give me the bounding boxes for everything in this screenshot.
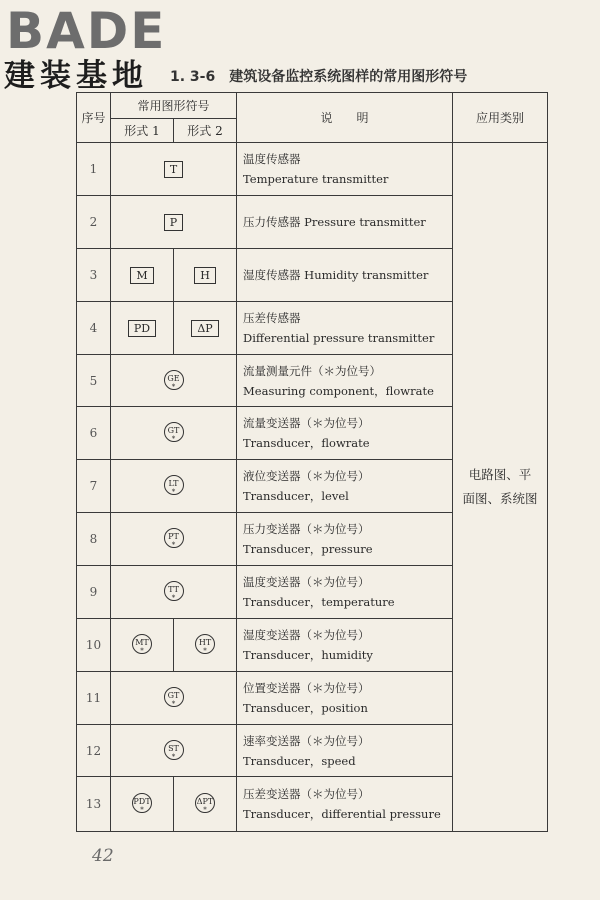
symbol-cell [111, 407, 237, 460]
symbol-code: ST [168, 743, 179, 753]
tag-star: * [171, 488, 176, 496]
description-cell [237, 143, 453, 196]
symbol-form2-cell [174, 249, 237, 302]
description-cell [237, 407, 453, 460]
description-line: Measuring component，flowrate [243, 383, 434, 398]
circle-symbol [195, 634, 215, 654]
description-line: Transducer，pressure [243, 542, 373, 556]
boxed-symbol: H [194, 267, 216, 284]
description-line: 流量变送器（＊为位号） [243, 416, 370, 430]
category-line: 面图、系统图 [462, 491, 538, 506]
circle-symbol [164, 581, 184, 601]
table-row [77, 143, 548, 196]
tag-star: * [203, 647, 207, 655]
symbol-code: GE [167, 373, 180, 383]
header-category: 应用类别 [453, 93, 548, 143]
description-line: 压差变送器（＊为位号） [243, 787, 370, 801]
circle-symbol [164, 528, 184, 548]
description-line: 速率变送器（＊为位号） [243, 733, 370, 748]
logo-wordmark: BADE [6, 2, 167, 60]
description-line: 湿度传感器 Humidity transmitter [243, 268, 429, 282]
row-number: 3 [77, 249, 111, 302]
description-line: Temperature transmitter [243, 172, 389, 186]
row-number: 10 [77, 619, 111, 672]
row-number: 5 [77, 355, 111, 407]
circle-symbol [132, 793, 152, 813]
row-number: 7 [77, 460, 111, 513]
table-caption [170, 66, 467, 86]
circle-symbol [164, 370, 184, 390]
category-line: 电路图、平 [468, 467, 532, 482]
boxed-symbol: PD [128, 320, 156, 337]
circle-symbol [164, 475, 184, 495]
description-line: 温度变送器（＊为位号） [243, 575, 370, 589]
tag-star: * [171, 700, 176, 708]
description-line: 压力传感器 Pressure transmitter [243, 215, 426, 229]
description-cell [237, 777, 453, 832]
category-cell [453, 143, 548, 832]
symbol-form2-cell [174, 777, 237, 832]
symbol-code: PDT [133, 797, 151, 806]
description-cell [237, 672, 453, 725]
description-line: 压力变送器（＊为位号） [243, 522, 370, 536]
description-cell [237, 619, 453, 672]
symbol-code: GT [167, 691, 180, 700]
row-number: 4 [77, 302, 111, 355]
symbol-cell [111, 460, 237, 513]
circle-symbol [164, 422, 184, 442]
description-line: 位置变送器（＊为位号） [243, 681, 370, 695]
symbol-code: GT [167, 426, 180, 435]
description-line: Transducer，level [243, 489, 349, 503]
row-number: 2 [77, 196, 111, 249]
description-line: Transducer，position [243, 701, 368, 715]
symbol-cell [111, 196, 237, 249]
description-line: Transducer，flowrate [243, 436, 370, 450]
description-line: Transducer，speed [243, 753, 356, 768]
page-number: 42 [92, 846, 114, 866]
row-number: 9 [77, 566, 111, 619]
description-line: Transducer，differential pressure [243, 807, 441, 821]
description-line: 液位变送器（＊为位号） [243, 469, 370, 483]
row-number: 11 [77, 672, 111, 725]
symbol-code: ΔPT [196, 797, 214, 806]
row-number: 1 [77, 143, 111, 196]
table-title: 建筑设备监控系统图样的常用图形符号 [229, 69, 468, 85]
boxed-symbol: P [164, 214, 183, 231]
row-number: 8 [77, 513, 111, 566]
description-line: 湿度变送器（＊为位号） [243, 628, 370, 642]
description-cell [237, 302, 453, 355]
description-line: Transducer，temperature [243, 595, 395, 609]
tag-star: * [140, 806, 144, 814]
row-number: 12 [77, 725, 111, 777]
header-form1: 形式 1 [111, 119, 174, 143]
description-cell [237, 566, 453, 619]
symbol-cell [111, 725, 237, 777]
description-line: Transducer，humidity [243, 648, 373, 662]
tag-star: * [171, 382, 176, 391]
tag-star: * [140, 647, 144, 655]
description-cell [237, 725, 453, 777]
symbol-cell [111, 672, 237, 725]
symbol-form1-cell [111, 777, 174, 832]
tag-star: * [203, 806, 207, 814]
symbol-form1-cell [111, 302, 174, 355]
tag-star: * [171, 594, 176, 602]
tag-star: * [171, 752, 176, 761]
symbol-cell [111, 513, 237, 566]
boxed-symbol: ΔP [191, 320, 218, 337]
symbol-form1-cell [111, 619, 174, 672]
header-form2: 形式 2 [174, 119, 237, 143]
description-cell [237, 196, 453, 249]
boxed-symbol: M [130, 267, 153, 284]
header-no: 序号 [77, 93, 111, 143]
tag-star: * [171, 435, 176, 443]
header-symbol: 常用图形符号 [111, 93, 237, 119]
symbol-code: TT [168, 585, 179, 594]
symbol-form2-cell [174, 302, 237, 355]
row-number: 6 [77, 407, 111, 460]
description-cell [237, 249, 453, 302]
circle-symbol [164, 687, 184, 707]
circle-symbol [195, 793, 215, 813]
table-number: 1. 3-6 [170, 69, 216, 85]
description-cell [237, 355, 453, 407]
symbol-cell [111, 566, 237, 619]
logo-subtitle: 建装基地 [4, 58, 148, 94]
symbol-form1-cell [111, 249, 174, 302]
description-line: 压差传感器 [243, 311, 301, 325]
row-number: 13 [77, 777, 111, 832]
symbol-cell [111, 143, 237, 196]
description-cell [237, 513, 453, 566]
description-line: Differential pressure transmitter [243, 331, 435, 345]
symbol-code: PT [168, 532, 179, 541]
symbol-code: MT [135, 638, 149, 647]
header-description: 说 明 [237, 93, 453, 143]
symbol-code: LT [168, 479, 179, 488]
circle-symbol [132, 634, 152, 654]
boxed-symbol: T [164, 161, 183, 178]
symbols-table [76, 92, 548, 832]
symbol-code: HT [198, 638, 212, 647]
description-line: 温度传感器 [243, 152, 301, 166]
description-cell [237, 460, 453, 513]
symbol-form2-cell [174, 619, 237, 672]
circle-symbol [164, 740, 184, 760]
description-line: 流量测量元件（＊为位号） [243, 363, 382, 378]
tag-star: * [171, 541, 176, 549]
symbol-cell [111, 355, 237, 407]
